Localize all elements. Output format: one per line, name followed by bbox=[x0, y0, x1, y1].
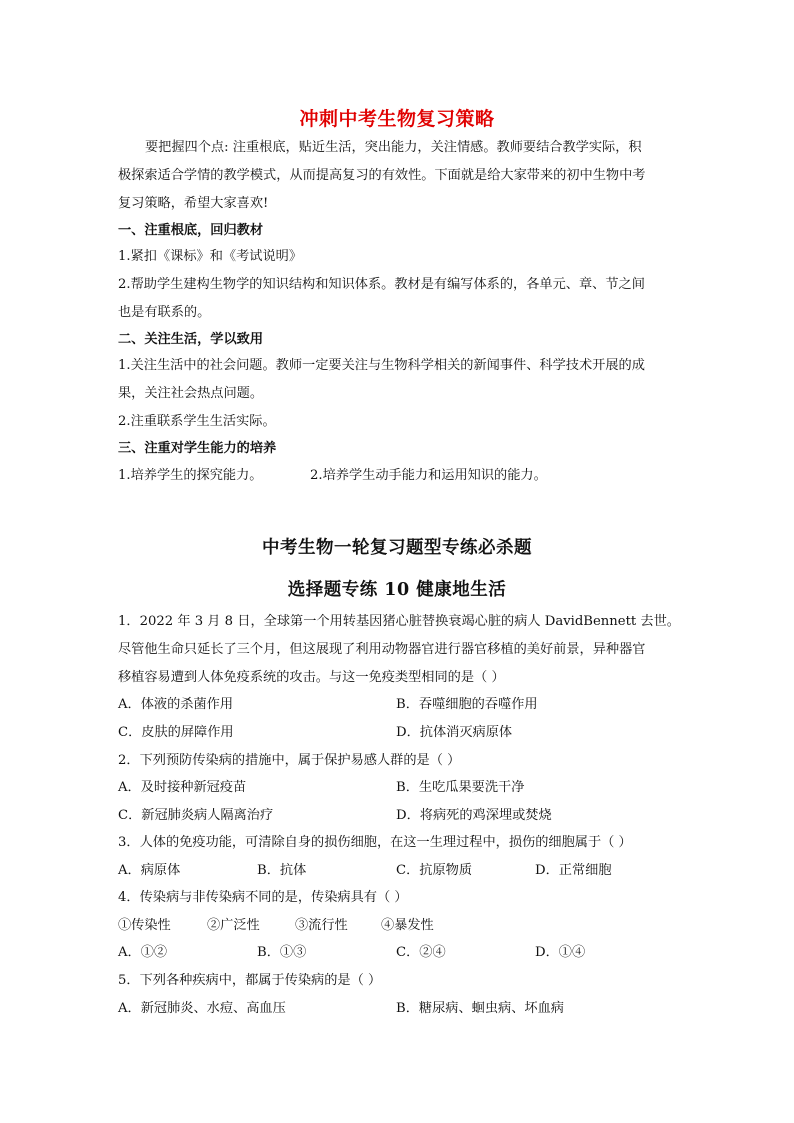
statement-item: ②广泛性 bbox=[207, 918, 260, 933]
option-b: B．生吃瓜果要洗干净 bbox=[396, 780, 525, 795]
option-c: C．②④ bbox=[396, 945, 446, 960]
section-line: 2.帮助学生建构生物学的知识结构和知识体系。教材是有编写体系的，各单元、章、节之间 bbox=[118, 277, 645, 292]
section-line: 2.培养学生动手能力和运用知识的能力。 bbox=[310, 468, 547, 483]
section-heading: 一、注重根底，回归教材 bbox=[118, 223, 264, 238]
question-stem: 1．2022 年 3 月 8 日，全球第一个用转基因猪心脏替换衰竭心脏的病人 DavidBennett 去世。 bbox=[118, 614, 680, 629]
option-a: A．新冠肺炎、水痘、高血压 bbox=[118, 1001, 286, 1016]
option-d: D．①④ bbox=[535, 945, 586, 960]
section-line: 2.注重联系学生生活实际。 bbox=[118, 414, 276, 429]
section-heading: 三、注重对学生能力的培养 bbox=[118, 441, 277, 456]
question-stem: 3．人体的免疫功能，可清除自身的损伤细胞，在这一生理过程中，损伤的细胞属于（ ） bbox=[118, 835, 632, 850]
section-line: 1.紧扣《课标》和《考试说明》 bbox=[118, 249, 303, 264]
option-a: A．及时接种新冠疫苗 bbox=[118, 780, 247, 795]
statement-item: ①传染性 bbox=[118, 918, 171, 933]
option-b: B．抗体 bbox=[257, 863, 307, 878]
option-c: C．抗原物质 bbox=[396, 863, 473, 878]
intro-line: 要把握四个点: 注重根底，贴近生活，突出能力，关注情感。教师要结合教学实际，积 bbox=[145, 140, 642, 155]
option-a: A．①② bbox=[118, 945, 168, 960]
question-stem: 5．下列各种疾病中，都属于传染病的是（ ） bbox=[118, 973, 382, 988]
option-d: D．抗体消灭病原体 bbox=[396, 725, 513, 740]
question-stem: 移植容易遭到人体免疫系统的攻击。与这一免疫类型相同的是（ ） bbox=[118, 670, 505, 685]
section-line: 1.培养学生的探究能力。 bbox=[118, 468, 263, 483]
option-b: B．吞噬细胞的吞噬作用 bbox=[396, 697, 538, 712]
question-stem: 4．传染病与非传染病不同的是，传染病具有（ ） bbox=[118, 890, 408, 905]
option-d: D．正常细胞 bbox=[535, 863, 612, 878]
statement-item: ④暴发性 bbox=[381, 918, 434, 933]
exercise-title: 中考生物一轮复习题型专练必杀题 bbox=[262, 538, 532, 558]
section-line: 也是有联系的。 bbox=[118, 305, 211, 320]
option-c: C．皮肤的屏障作用 bbox=[118, 725, 234, 740]
intro-line: 复习策略，希望大家喜欢! bbox=[118, 196, 269, 211]
option-b: B．糖尿病、蛔虫病、坏血病 bbox=[396, 1001, 564, 1016]
option-b: B．①③ bbox=[257, 945, 307, 960]
section-line: 果，关注社会热点问题。 bbox=[118, 386, 264, 401]
option-a: A．体液的杀菌作用 bbox=[118, 697, 234, 712]
question-stem: 2．下列预防传染病的措施中，属于保护易感人群的是（ ） bbox=[118, 753, 461, 768]
option-c: C．新冠肺炎病人隔离治疗 bbox=[118, 808, 274, 823]
option-d: D．将病死的鸡深埋或焚烧 bbox=[396, 808, 552, 823]
section-line: 1.关注生活中的社会问题。教师一定要关注与生物科学相关的新闻事件、科学技术开展的成 bbox=[118, 358, 645, 373]
intro-line: 极探索适合学情的教学模式，从而提高复习的有效性。下面就是给大家带来的初中生物中考 bbox=[118, 168, 646, 183]
exercise-subtitle: 选择题专练 10 健康地生活 bbox=[287, 580, 507, 600]
section-heading: 二、关注生活，学以致用 bbox=[118, 332, 264, 347]
question-stem: 尽管他生命只延长了三个月，但这展现了利用动物器官进行器官移植的美好前景，异种器官 bbox=[118, 642, 646, 657]
statement-item: ③流行性 bbox=[295, 918, 348, 933]
option-a: A．病原体 bbox=[118, 863, 181, 878]
article-title: 冲刺中考生物复习策略 bbox=[299, 108, 495, 130]
